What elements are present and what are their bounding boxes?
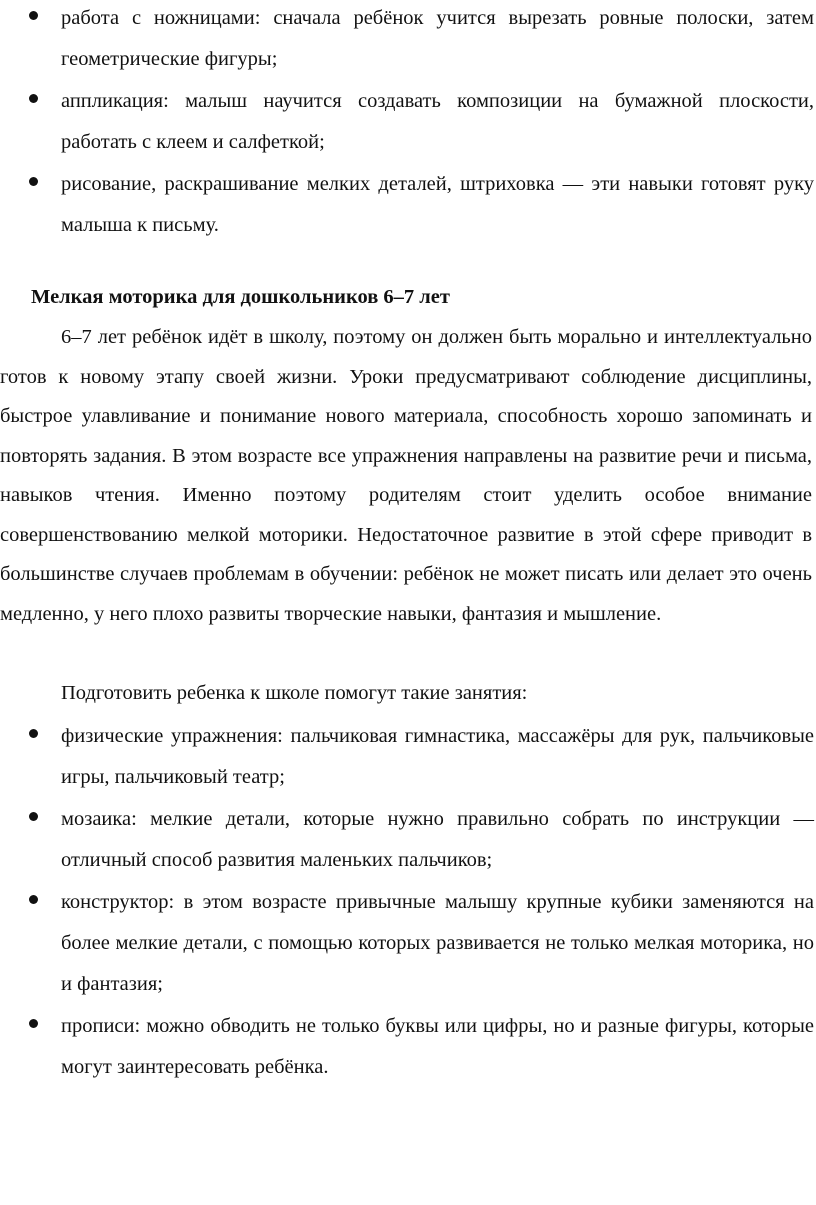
list-item [0,799,816,881]
bullet-icon [29,729,38,738]
list-intro-text: Подготовить ребенка к школе помогут такие занятия: [61,682,528,704]
list-item-text: мозаика: мелкие детали, которые нужно правильно собрать по инструкции — отличный способ развития маленьких пальчиков; [61,808,814,871]
bullet-icon [29,895,38,904]
list-item-text: работа с ножницами: сначала ребёнок учится вырезать ровные полоски, затем геометрические фигуры; [61,7,814,70]
bullet-icon [29,177,38,186]
bullet-icon [29,94,38,103]
list-item-text: конструктор: в этом возрасте привычные малышу крупные кубики заменяются на более мелкие детали, с помощью которых развивается не только мелкая моторика, но и фантазия; [61,891,814,995]
list-item [0,882,816,1005]
body-paragraph: 6–7 лет ребёнок идёт в школу, поэтому он должен быть морально и интеллектуально готов к новому этапу своей жизни. Уроки предусматривают соблюдение дисциплины, быстрое улавливание и понимание нового материала, способность хорошо запоминать и повторять задания. В этом возрасте все упражнения направлены на развитие речи и письма, навыков чтения. Именно поэтому родителям стоит уделить особое внимание совершенствованию мелкой моторики. Недостаточное развитие в этой сфере приводит в большинстве случаев проблемам в обучении: ребёнок не может писать или делает это очень медленно, у него плохо развиты творческие навыки, фантазия и мышление. [0,326,812,625]
activities-list-preschool [0,716,816,1089]
list-item [0,0,816,80]
section-heading: Мелкая моторика для дошкольников 6–7 лет [31,286,450,308]
activities-list-early [0,0,816,247]
list-item [0,1006,816,1088]
list-item-text: физические упражнения: пальчиковая гимнастика, массажёры для рук, пальчиковые игры, пальчиковый театр; [61,725,814,788]
list-item-text: прописи: можно обводить не только буквы или цифры, но и разные фигуры, которые могут заинтересовать ребёнка. [61,1015,814,1078]
bullet-icon [29,1019,38,1028]
list-item [0,81,816,163]
bullet-icon [29,11,38,20]
list-item-text: аппликация: малыш научится создавать композиции на бумажной плоскости, работать с клеем и салфеткой; [61,90,814,153]
list-item [0,164,816,246]
bullet-icon [29,812,38,821]
list-item-text: рисование, раскрашивание мелких деталей, штриховка — эти навыки готовят руку малыша к письму. [61,173,814,236]
list-item [0,716,816,798]
